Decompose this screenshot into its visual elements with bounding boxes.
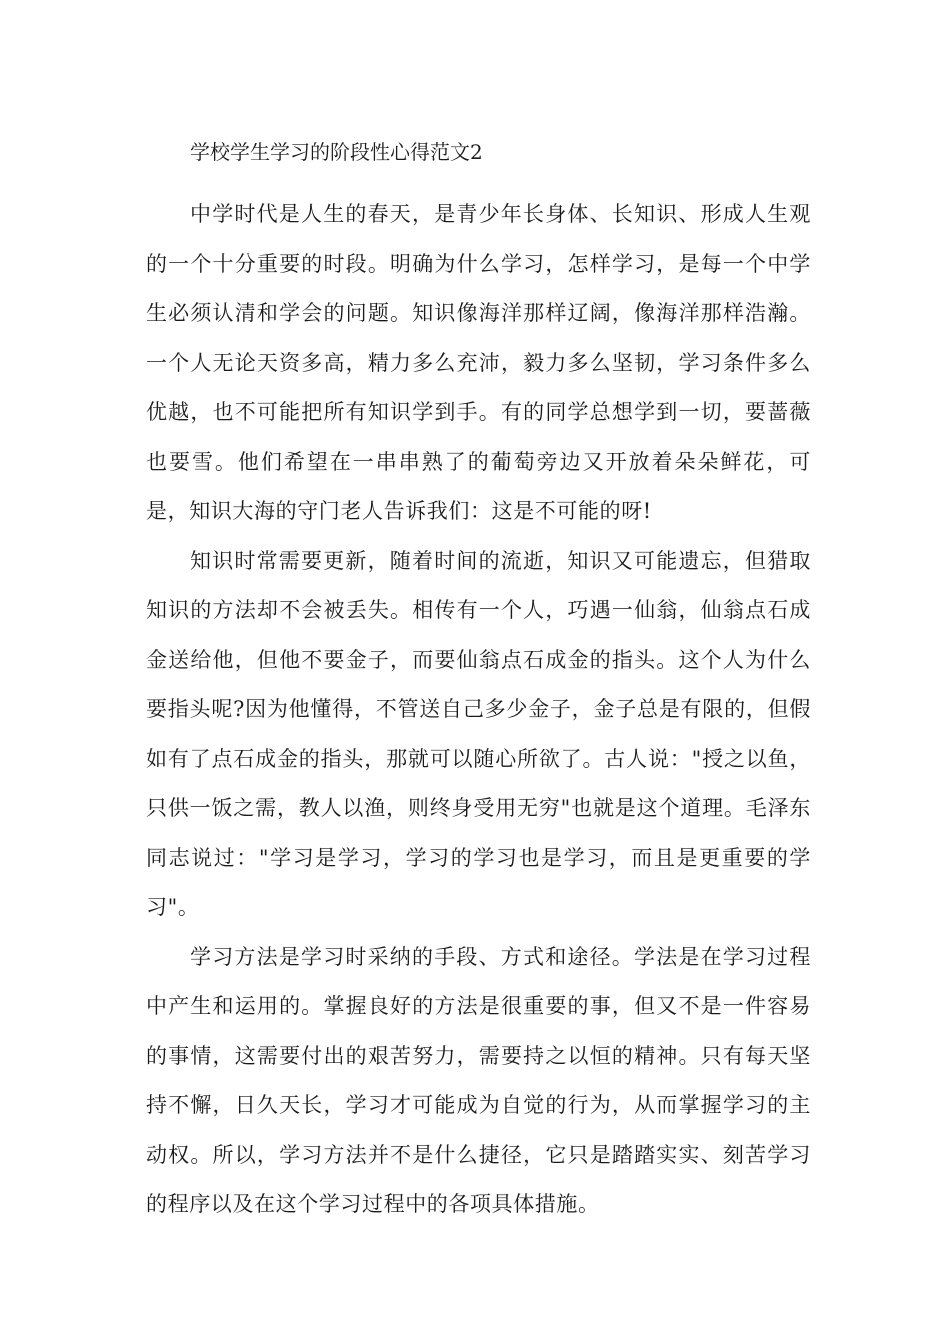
paragraph-2: 知识时常需要更新，随着时间的流逝，知识又可能遗忘，但猎取知识的方法却不会被丢失。相传有一个人，巧遇一仙翁，仙翁点石成金送给他，但他不要金子，而要仙翁点石成金的指头。这个人为什么要指头呢?因为他懂得，不管送自己多少金子，金子总是有限的，但假如有了点石成金的指头，那就可以随心所欲了。古人说："授之以鱼，只供一饭之需，教人以渔，则终身受用无穷"也就是这个道理。毛泽东同志说过："学习是学习，学习的学习也是学习，而且是更重要的学习"。 — [146, 548, 811, 919]
document-body — [146, 126, 811, 1230]
paragraph-1: 中学时代是人生的春天，是青少年长身体、长知识、形成人生观的一个十分重要的时段。明确为什么学习，怎样学习，是每一个中学生必须认清和学会的问题。知识像海洋那样辽阔，像海洋那样浩瀚。一个人无论天资多高，精力多么充沛，毅力多么坚韧，学习条件多么优越，也不可能把所有知识学到手。有的同学总想学到一切，要蔷薇也要雪。他们希望在一串串熟了的葡萄旁边又开放着朵朵鲜花，可是，知识大海的守门老人告诉我们：这是不可能的呀! — [146, 202, 811, 523]
paragraph-3: 学习方法是学习时采纳的手段、方式和途径。学法是在学习过程中产生和运用的。掌握良好的方法是很重要的事，但又不是一件容易的事情，这需要付出的艰苦努力，需要持之以恒的精神。只有每天坚持不懈，日久天长，学习才可能成为自觉的行为，从而掌握学习的主动权。所以，学习方法并不是什么捷径，它只是踏踏实实、刻苦学习的程序以及在这个学习过程中的各项具体措施。 — [146, 944, 811, 1216]
document-title: 学校学生学习的阶段性心得范文2 — [190, 140, 483, 164]
